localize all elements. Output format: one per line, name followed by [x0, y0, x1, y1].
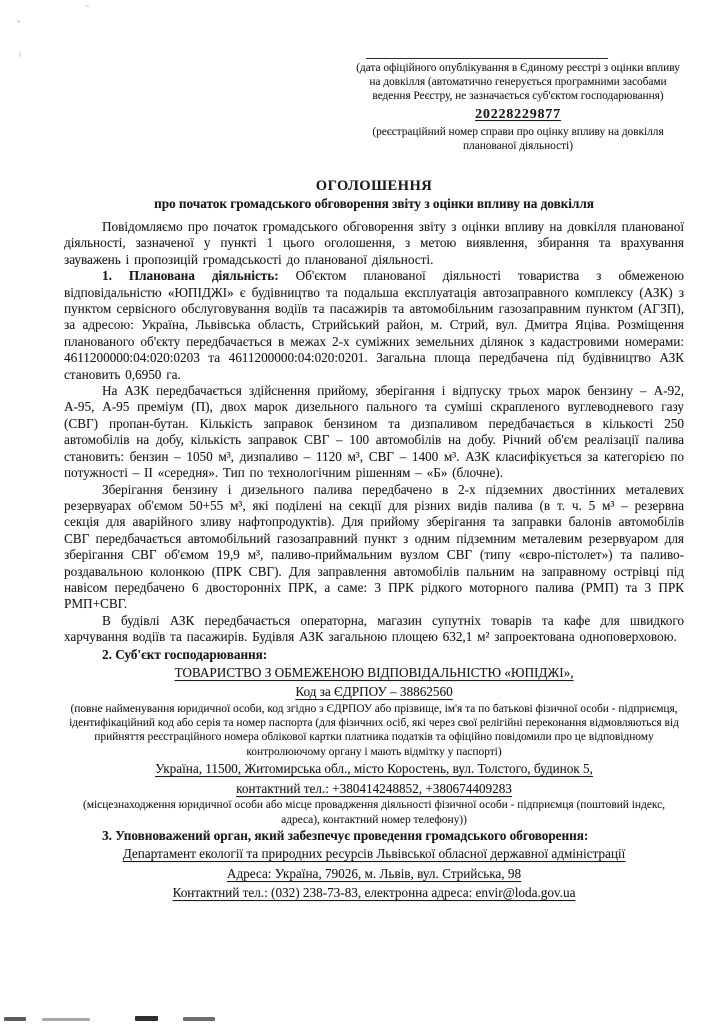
authority-address-line [64, 864, 684, 884]
authority-contact-line [64, 883, 684, 903]
section1-paragraph-1 [64, 268, 684, 383]
section2-label: 2. Суб'єкт господарювання: [102, 646, 268, 662]
registration-number: 20228229877 [475, 106, 561, 122]
section1-paragraph-4: В будівлі АЗК передбачається операторна, магазин супутніх товарів та кафе для швидкого харчування водіїв та пасажирів. Будівля АЗК загальною площею 632,1 м² запроектована одноповерховою. [64, 612, 684, 645]
company-phones: контактний тел.: +380414248852, +380674409283 [236, 780, 512, 796]
registry-block [352, 58, 684, 153]
authority-contact: Контактний тел.: (032) 238-73-83, електронна адреса: envir@loda.gov.ua [172, 885, 576, 901]
section1-paragraph-2: На АЗК передбачається здійснення прийому, зберігання і відпуску трьох марок бензину – А-92, А-95, А-95 преміум (П), двох марок дизельного пального та суміші скрапленого вуглеводневого газу (СВГ) пропан-бутан. Кількість заправок бензином та дизпаливом передбачається в кількості 250 автомобілів на добу, кількість заправок СВГ – 100 автомобілів на добу. Річний об'єм реалізації палива становить: бензин – 1050 м³, дизпаливо – 1120 м³, СВГ – 1400 м³. АЗК класифікується за категорією по потужності – ІІ «середня». Тип по технологічним рішенням – «Б» (блочне). [64, 383, 684, 481]
company-phones-line [64, 779, 684, 799]
intro-paragraph: Повідомляємо про початок громадського обговорення звіту з оцінки впливу на довкілля планованої діяльності, зазначеної у пункті 1 цього оголошення, з метою виявлення, збирання та врахування зауважень і пропозицій громадськості до планованої діяльності. [64, 219, 684, 267]
scan-artifact [4, 1017, 26, 1021]
registration-number-caption: (реєстраційний номер справи про оцінку впливу на довкілля планованої діяльності) [372, 125, 664, 152]
section1-paragraph-3: Зберігання бензину і дизельного палива передбачено в 2-х підземних двостінних металевих резервуарах об'ємом 50+55 м³, які поділені на секції для різних видів палива (в т. ч. 5 м³ – резервна секція для аварійного зливу нафтопродуктів). Для прийому зберігання та заправки балонів автомобілів СВГ передбачається автомобільний газозаправний пункт з одним підземним металевим резервуаром для зберігання СВГ об'ємом 19,9 м³, паливо-приймальним вузлом СВГ (типу «євро-пістолет») та паливо-роздавальною колонкою (ПРК СВГ). Для заправлення автомобілів пальним на заправному острівці під навісом передбачено 6 двосторонніх ПРК, а саме: 3 ПРК рідкого моторного палива (РМП) та 3 ПРК РМП+СВГ. [64, 481, 684, 612]
edrpou-code: Код за ЄДРПОУ – 38862560 [295, 684, 453, 700]
document-subtitle: про початок громадського обговорення звіту з оцінки впливу на довкілля [154, 196, 594, 212]
document-title: ОГОЛОШЕННЯ [315, 178, 433, 195]
authority-name-line [64, 844, 684, 864]
edrpou-line [64, 682, 684, 702]
scan-artifact [42, 1018, 90, 1021]
scan-speck [17, 20, 20, 23]
date-caption: (дата офіційного опублікування в Єдиному реєстрі з оцінки впливу на довкілля (автоматично генерується програмними засобами ведення Реєстру, не зазначається суб'єктом господарювання) [356, 62, 680, 103]
company-address: Україна, 11500, Житомирська обл., місто Коростень, вул. Толстого, будинок 5, [155, 761, 593, 777]
scan-speck [19, 52, 21, 57]
company-name: ТОВАРИСТВО З ОБМЕЖЕНОЮ ВІДПОВІДАЛЬНІСТЮ «ЮПІДЖІ», [174, 664, 574, 680]
address-field-note: (місцезнаходження юридичної особи або місце провадження діяльності фізичної особи - підприємця (поштовий індекс, адреса), контактний номер телефону)) [82, 799, 666, 826]
scan-artifact [183, 1017, 215, 1021]
section3-label: 3. Уповноважений орган, який забезпечує проведення громадського обговорення: [102, 828, 589, 844]
section1-paragraph-1-text: Об'єктом планованої діяльності товариства з обмеженою відповідальністю «ЮПІДЖІ» є будівництво та подальша експлуатація автозаправного комплексу (АЗК) з пунктом сервісного обслуговування водіїв та пасажирів та автомобільним газозаправним пунктом (АГЗП), за адресою: Україна, Львівська область, Стрийський район, м. Стрий, вул. Дмитра Яціва. Розміщення планованого об'єкту передбачається в межах 2-х суміжних земельних ділянок з кадастровими номерами: 4611200000:04:020:0203 та 4611200000:04:020:0201. Загальна площа передбачена під будівництво АЗК становить 0,6950 га. [64, 268, 684, 382]
section1-label: 1. Планована діяльність: [102, 268, 279, 284]
company-field-note: (повне найменування юридичної особи, код згідно з ЄДРПОУ або прізвище, ім'я та по батькові фізичної особи - підприємця, ідентифікаційний код або серія та номер паспорта (для фізичних осіб, які через свої релігійні переконання відмовляються від прийняття реєстраційного номера облікової картки платника податків та офіційно повідомили про це відповідному контролюючому органу і мають відмітку у паспорті) [69, 702, 679, 758]
date-blank-line [366, 58, 608, 59]
authority-address: Адреса: Україна, 79026, м. Львів, вул. Стрийська, 98 [226, 865, 522, 881]
scan-artifact [135, 1016, 158, 1021]
scan-speck [86, 5, 89, 7]
company-name-line [64, 663, 684, 683]
authority-name: Департамент екології та природних ресурсів Львівської обласної державної адміністрації [122, 846, 626, 862]
company-address-line [64, 759, 684, 779]
